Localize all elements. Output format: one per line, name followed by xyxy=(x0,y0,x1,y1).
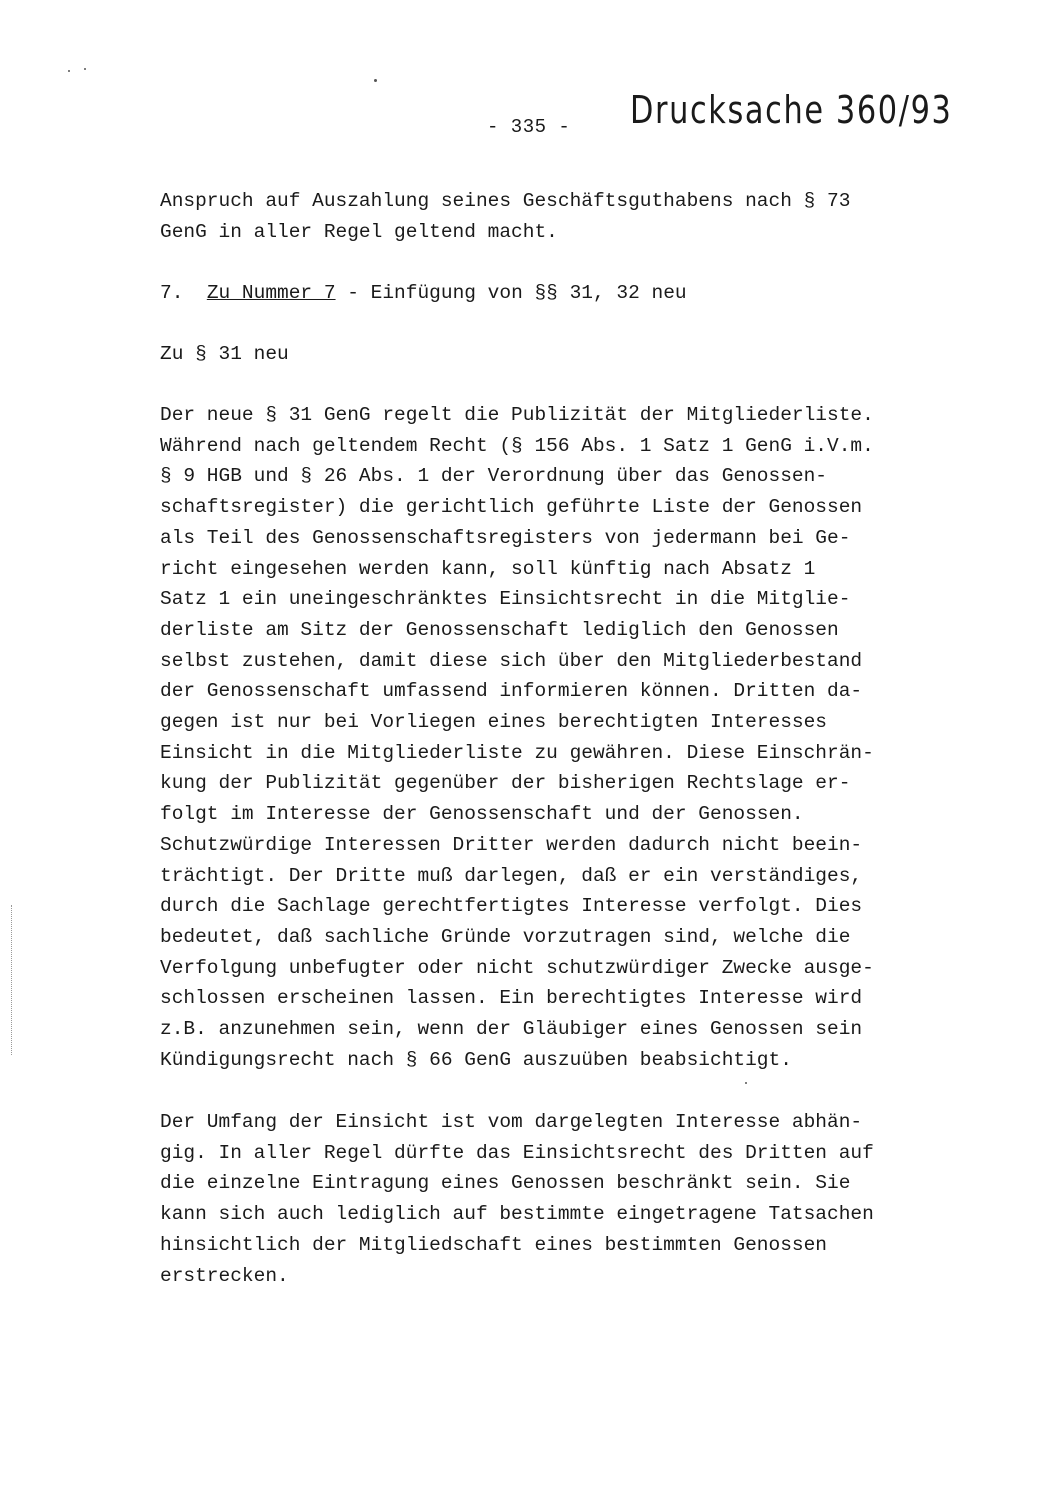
scan-speck xyxy=(745,1082,747,1084)
scan-speck xyxy=(374,79,377,82)
section-title: - Einfügung von §§ 31, 32 neu xyxy=(335,282,687,304)
section-heading-7 xyxy=(160,278,920,309)
paragraph-continuation: Anspruch auf Auszahlung seines Geschäftsguthabens nach § 73 GenG in aller Regel geltend macht. xyxy=(160,190,851,243)
section-number: 7. xyxy=(160,282,184,304)
paragraph-main: Der neue § 31 GenG regelt die Publizität der Mitgliederliste. Während nach geltendem Recht (§ 156 Abs. 1 Satz 1 GenG i.V.m. § 9 HGB und § 26 Abs. 1 der Verordnung über das Genossen- schaftsregister) die gerichtlich geführte Liste der Genossen als Teil des Genossenschaftsregisters von jedermann bei Ge- richt eingesehen werden kann, soll künftig nach Absatz 1 Satz 1 ein uneingeschränktes Einsichtsrecht in die Mitglie- derliste am Sitz der Genossenschaft lediglich den Genossen selbst zustehen, damit diese sich über den Mitgliederbestand der Genossenschaft umfassend informieren können. Dritten da- gegen ist nur bei Vorliegen eines berechtigten Interesses Einsicht in die Mitgliederliste zu gewähren. Diese Einschrän- kung der Publizität gegenüber der bisherigen Rechtslage er- folgt im Interesse der Genossenschaft und der Genossen. Schutzwürdige Interessen Dritter werden dadurch nicht beein- trächtigt. Der Dritte muß darlegen, daß er ein verständiges, durch die Sachlage gerechtfertigtes Interesse verfolgt. Dies bedeutet, daß sachliche Gründe vorzutragen sind, welche die Verfolgung unbefugter oder nicht schutzwürdiger Zwecke ausge- schlossen erscheinen lassen. Ein berechtigtes Interesse wird z.B. anzunehmen sein, wenn der Gläubiger eines Genossen sein Kündigungsrecht nach § 66 GenG auszuüben beabsichtigt. xyxy=(160,404,874,1071)
section-reference: Zu Nummer 7 xyxy=(206,282,336,304)
paragraph-final: Der Umfang der Einsicht ist vom dargelegten Interesse abhän- gig. In aller Regel dürfte das Einsichtsrecht des Dritten auf die einzelne Eintragung eines Genossen beschränkt sein. Sie kann sich auch lediglich auf bestimmte eingetragene Tatsachen hinsichtlich der Mitgliedschaft eines bestimmten Genossen erstrecken. xyxy=(160,1111,874,1287)
scan-edge-line xyxy=(11,905,13,1055)
page-number: - 335 - xyxy=(487,116,571,138)
scan-speck xyxy=(68,70,70,72)
sub-heading: Zu § 31 neu xyxy=(160,343,289,365)
scan-speck xyxy=(84,68,86,70)
document-id: Drucksache 360/93 xyxy=(630,88,953,132)
